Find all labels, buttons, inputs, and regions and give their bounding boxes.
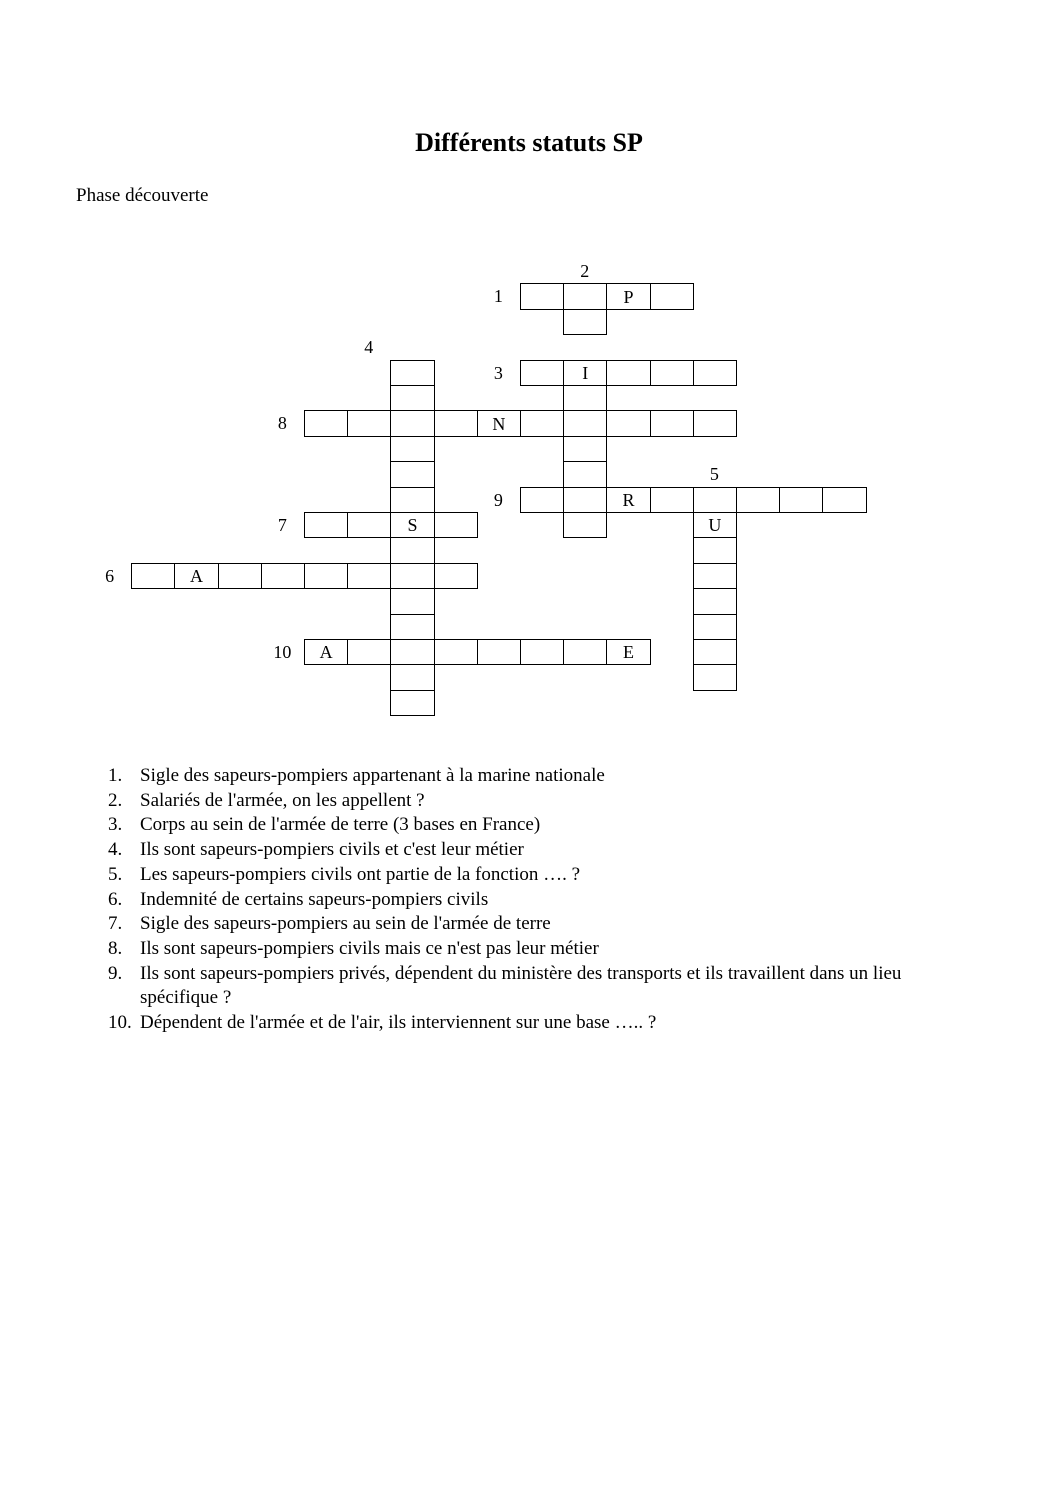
clue-text: Ils sont sapeurs-pompiers civils et c'est leur métier	[140, 839, 524, 861]
clue-text: Salariés de l'armée, on les appellent ?	[140, 789, 425, 811]
crossword-number: 4	[364, 337, 374, 358]
clue-item	[108, 888, 978, 913]
crossword-cell[interactable]	[520, 283, 564, 309]
crossword-cell[interactable]	[563, 461, 607, 487]
clue-number: 2.	[108, 789, 123, 811]
clue-text: Corps au sein de l'armée de terre (3 bases en France)	[140, 814, 541, 836]
crossword-cell[interactable]	[434, 563, 478, 589]
crossword-cell[interactable]	[520, 487, 564, 513]
clue-number: 5.	[108, 863, 123, 885]
crossword-cell[interactable]	[693, 563, 737, 589]
crossword-cell[interactable]	[131, 563, 175, 589]
crossword-cell[interactable]	[650, 283, 694, 309]
clue-number: 10.	[108, 1012, 132, 1034]
crossword-number: 6	[105, 565, 115, 586]
crossword-number: 8	[277, 413, 287, 434]
crossword-cell[interactable]	[736, 487, 780, 513]
crossword-cell[interactable]	[390, 385, 434, 411]
crossword-cell[interactable]	[563, 309, 607, 335]
crossword-cell[interactable]	[563, 385, 607, 411]
crossword-cell[interactable]: A	[304, 639, 348, 665]
crossword-cell[interactable]	[693, 487, 737, 513]
crossword-number: 1	[493, 286, 503, 307]
crossword-cell[interactable]: I	[563, 360, 607, 386]
crossword-number: 2	[580, 261, 590, 281]
crossword-cell[interactable]	[693, 614, 737, 640]
crossword-number: 7	[277, 515, 287, 535]
crossword-cell[interactable]	[347, 512, 391, 538]
crossword-cell[interactable]	[390, 360, 434, 386]
crossword-cell[interactable]	[693, 537, 737, 563]
clue-number: 6.	[108, 888, 123, 910]
crossword-cell[interactable]	[520, 639, 564, 665]
clue-item	[108, 813, 978, 838]
crossword-cell[interactable]: S	[390, 512, 434, 538]
crossword-cell[interactable]	[434, 512, 478, 538]
clue-number: 7.	[108, 913, 123, 935]
crossword-cell[interactable]	[520, 410, 564, 436]
crossword-cell[interactable]	[822, 487, 866, 513]
crossword-cell[interactable]	[650, 360, 694, 386]
clue-number: 8.	[108, 937, 123, 959]
crossword-cell[interactable]	[390, 537, 434, 563]
crossword-cell[interactable]: N	[477, 410, 521, 436]
clue-text: Dépendent de l'armée et de l'air, ils interviennent sur une base ….. ?	[140, 1012, 657, 1034]
clue-item	[108, 764, 978, 789]
page-title: Différents statuts SP	[415, 128, 643, 157]
clue-item	[108, 937, 978, 962]
clue-text: Sigle des sapeurs-pompiers au sein de l'armée de terre	[140, 913, 551, 935]
crossword-cell[interactable]	[304, 563, 348, 589]
crossword-cell[interactable]: A	[174, 563, 218, 589]
clue-item	[108, 912, 978, 937]
crossword-cell[interactable]	[390, 588, 434, 614]
clue-number: 1.	[108, 765, 123, 786]
crossword-cell[interactable]	[304, 512, 348, 538]
crossword-cell[interactable]	[304, 410, 348, 436]
crossword-cell[interactable]	[520, 360, 564, 386]
clue-number: 4.	[108, 839, 123, 861]
crossword-cell[interactable]	[606, 410, 650, 436]
crossword-cell[interactable]	[390, 410, 434, 436]
crossword-cell[interactable]	[779, 487, 823, 513]
clue-text: Ils sont sapeurs-pompiers civils mais ce n'est pas leur métier	[140, 937, 599, 959]
crossword-cell[interactable]	[650, 410, 694, 436]
crossword-cell[interactable]	[347, 563, 391, 589]
crossword-cell[interactable]	[390, 614, 434, 640]
clue-text: Les sapeurs-pompiers civils ont partie de la fonction …. ?	[140, 863, 581, 885]
clue-item	[108, 863, 978, 888]
clue-item	[108, 838, 978, 863]
crossword-cell[interactable]	[434, 410, 478, 436]
crossword-cell[interactable]	[693, 664, 737, 690]
crossword-cell[interactable]	[434, 639, 478, 665]
crossword-number: 9	[493, 489, 503, 510]
crossword-cell[interactable]	[563, 512, 607, 538]
crossword-cell[interactable]	[693, 639, 737, 665]
crossword-cell[interactable]: U	[693, 512, 737, 538]
crossword-number: 10	[273, 642, 292, 662]
crossword-cell[interactable]	[563, 639, 607, 665]
crossword-cell[interactable]	[347, 410, 391, 436]
crossword-cell[interactable]	[563, 283, 607, 309]
clue-item	[108, 1011, 978, 1036]
crossword-cell[interactable]	[563, 436, 607, 462]
crossword-cell[interactable]: R	[606, 487, 650, 513]
page-subtitle: Phase découverte	[76, 185, 209, 206]
clue-item	[108, 789, 978, 814]
crossword-cell[interactable]	[563, 410, 607, 436]
clue-text: Indemnité de certains sapeurs-pompiers civils	[140, 888, 489, 910]
crossword-cell[interactable]: P	[606, 283, 650, 309]
clue-text: Sigle des sapeurs-pompiers appartenant à la marine nationale	[140, 765, 605, 786]
crossword-cell[interactable]	[650, 487, 694, 513]
crossword-cell[interactable]	[390, 639, 434, 665]
crossword-cell[interactable]	[261, 563, 305, 589]
crossword-number: 5	[709, 464, 719, 485]
crossword-cell[interactable]	[390, 690, 434, 716]
crossword-cell[interactable]	[347, 639, 391, 665]
clue-list	[108, 764, 978, 1036]
crossword-cell[interactable]	[477, 639, 521, 665]
crossword-cell[interactable]	[693, 410, 737, 436]
crossword-cell[interactable]	[390, 461, 434, 487]
crossword-cell[interactable]	[390, 487, 434, 513]
crossword-cell[interactable]	[390, 563, 434, 589]
crossword-cell[interactable]	[563, 487, 607, 513]
crossword-cell[interactable]	[218, 563, 262, 589]
crossword-cell[interactable]	[390, 436, 434, 462]
crossword-number: 3	[493, 362, 503, 383]
crossword-cell[interactable]: E	[606, 639, 650, 665]
clue-item	[108, 962, 978, 1011]
crossword-cell[interactable]	[693, 360, 737, 386]
crossword-cell[interactable]	[390, 664, 434, 690]
clue-number: 3.	[108, 814, 123, 836]
clue-text: Ils sont sapeurs-pompiers privés, dépendent du ministère des transports et ils travaillent dans un lieu spécifique ?	[140, 962, 902, 1009]
crossword-cell[interactable]	[693, 588, 737, 614]
crossword-cell[interactable]	[606, 360, 650, 386]
clue-number: 9.	[108, 962, 123, 984]
